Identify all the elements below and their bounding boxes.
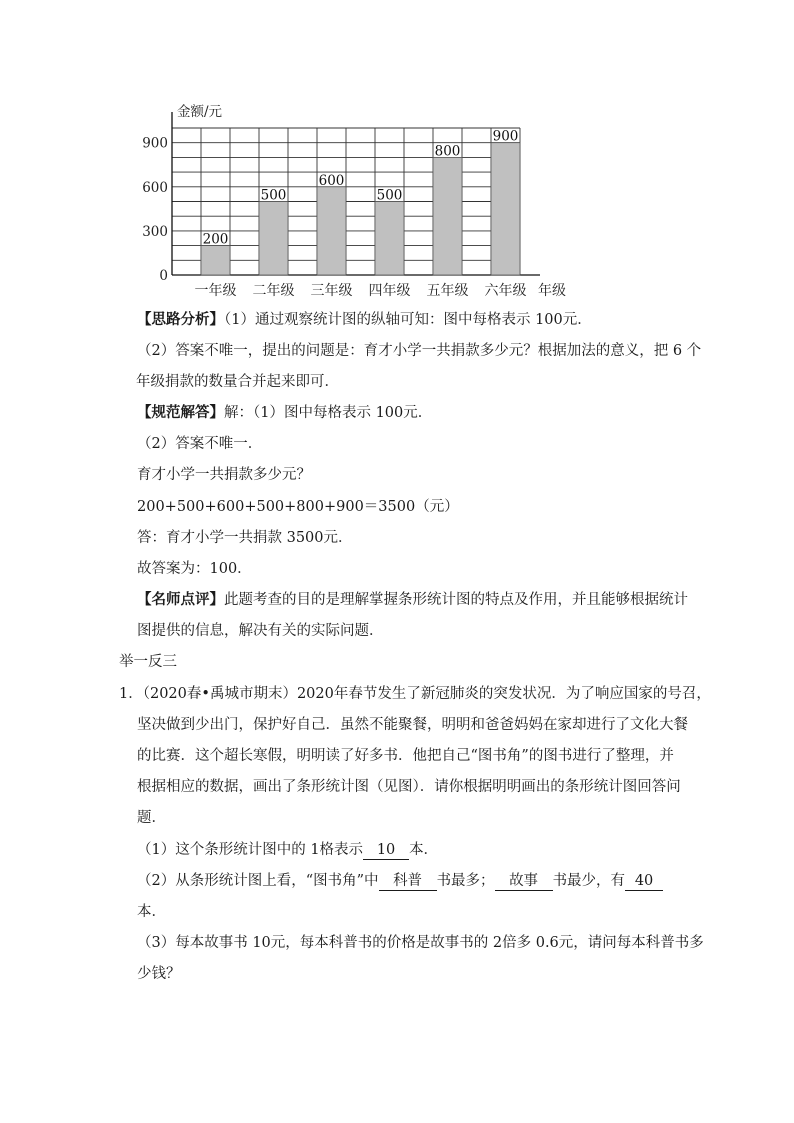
x-tick-label: 二年级	[252, 283, 295, 299]
question-line-1	[119, 684, 711, 704]
data-label: 500	[376, 187, 403, 204]
sub1-prefix: （1）这个条形统计图中的 1格表示	[137, 842, 364, 858]
analysis-text-2a: （2）答案不唯一，提出的问题是：育才小学一共捐款多少元？根据加法的意义，把 6 个	[137, 343, 702, 359]
subquestion-3-a: （3）每本故事书 10元，每本科普书的价格是故事书的 2倍多 0.6元，请问每本科普书多	[137, 935, 704, 951]
x-axis-label: 年级	[538, 283, 566, 299]
sub2-mid-2: 书最少，有	[552, 873, 626, 889]
sub1-suffix: 本．	[409, 842, 439, 858]
data-label: 200	[202, 231, 229, 248]
bar	[317, 187, 346, 275]
x-tick-label: 五年级	[426, 283, 469, 299]
x-tick-label: 三年级	[310, 283, 353, 299]
subquestion-2	[137, 871, 663, 891]
answer-text-2: （2）答案不唯一．	[137, 436, 263, 452]
question-number: 1．	[119, 686, 143, 702]
data-label: 900	[492, 128, 519, 145]
subquestion-1	[137, 840, 438, 860]
sub2-answer-blank-1: 科普	[379, 872, 437, 891]
answer-final: 故答案为：100．	[137, 561, 252, 577]
data-label: 800	[434, 143, 461, 160]
sub1-answer-blank: 10	[363, 841, 409, 860]
answer-text-1: 解：（1）图中每格表示 100元．	[224, 405, 433, 421]
comment-line-1	[137, 590, 688, 610]
answer-question: 育才小学一共捐款多少元？	[137, 467, 311, 483]
analysis-text-1: （1）通过观察统计图的纵轴可知：图中每格表示 100元．	[224, 312, 592, 328]
y-tick-label: 900	[142, 135, 168, 152]
x-tick-label: 一年级	[194, 283, 237, 299]
bar	[259, 202, 288, 276]
bar	[201, 246, 230, 275]
bar	[433, 157, 462, 275]
data-label: 500	[260, 187, 287, 204]
y-tick-label: 300	[142, 223, 168, 240]
comment-tag: 【名师点评】	[137, 591, 224, 608]
y-tick-label: 600	[142, 179, 168, 196]
sub2-end: 本．	[137, 904, 166, 920]
x-tick-label: 六年级	[484, 283, 527, 299]
comment-text-a: 此题考查的目的是理解掌握条形统计图的特点及作用，并且能够根据统计	[224, 592, 688, 608]
question-text-1: （2020春•禹城市期末）2020年春节发生了新冠肺炎的突发状况．为了响应国家的号召，	[142, 686, 711, 702]
question-text-5: 题．	[137, 810, 166, 826]
sub2-mid-1: 书最多；	[436, 873, 495, 889]
answer-line-1	[137, 403, 432, 423]
question-text-4: 根据相应的数据，画出了条形统计图（见图）．请你根据明明画出的条形统计图回答问	[137, 779, 681, 795]
subquestion-3-b: 少钱？	[137, 966, 181, 982]
y-tick-label: 0	[159, 268, 168, 284]
bar-chart	[140, 98, 580, 303]
bar	[375, 202, 404, 276]
analysis-line-1	[137, 310, 592, 330]
x-tick-label: 四年级	[368, 283, 411, 299]
answer-tag: 【规范解答】	[137, 404, 224, 421]
question-text-2: 坚决做到少出门，保护好自己．虽然不能聚餐，明明和爸爸妈妈在家却进行了文化大餐	[137, 717, 688, 733]
analysis-tag: 【思路分析】	[137, 311, 224, 328]
comment-text-b: 图提供的信息，解决有关的实际问题．	[137, 623, 384, 639]
answer-reply: 答：育才小学一共捐款 3500元．	[137, 530, 353, 546]
question-text-3: 的比赛．这个超长寒假，明明读了好多书．他把自己“图书角”的图书进行了整理，并	[137, 748, 674, 764]
sub2-answer-blank-3: 40	[625, 872, 663, 891]
section-title: 举一反三	[119, 654, 177, 670]
analysis-text-2b: 年级捐款的数量合并起来即可．	[136, 374, 339, 390]
answer-calculation: 200+500+600+500+800+900＝3500（元）	[137, 499, 459, 515]
bar-chart-svg	[140, 98, 580, 303]
y-axis-label: 金额/元	[177, 104, 223, 120]
data-label: 600	[318, 172, 345, 189]
sub2-answer-blank-2: 故事	[495, 872, 553, 891]
sub2-prefix: （2）从条形统计图上看，“图书角”中	[137, 873, 379, 889]
bar	[491, 143, 520, 275]
